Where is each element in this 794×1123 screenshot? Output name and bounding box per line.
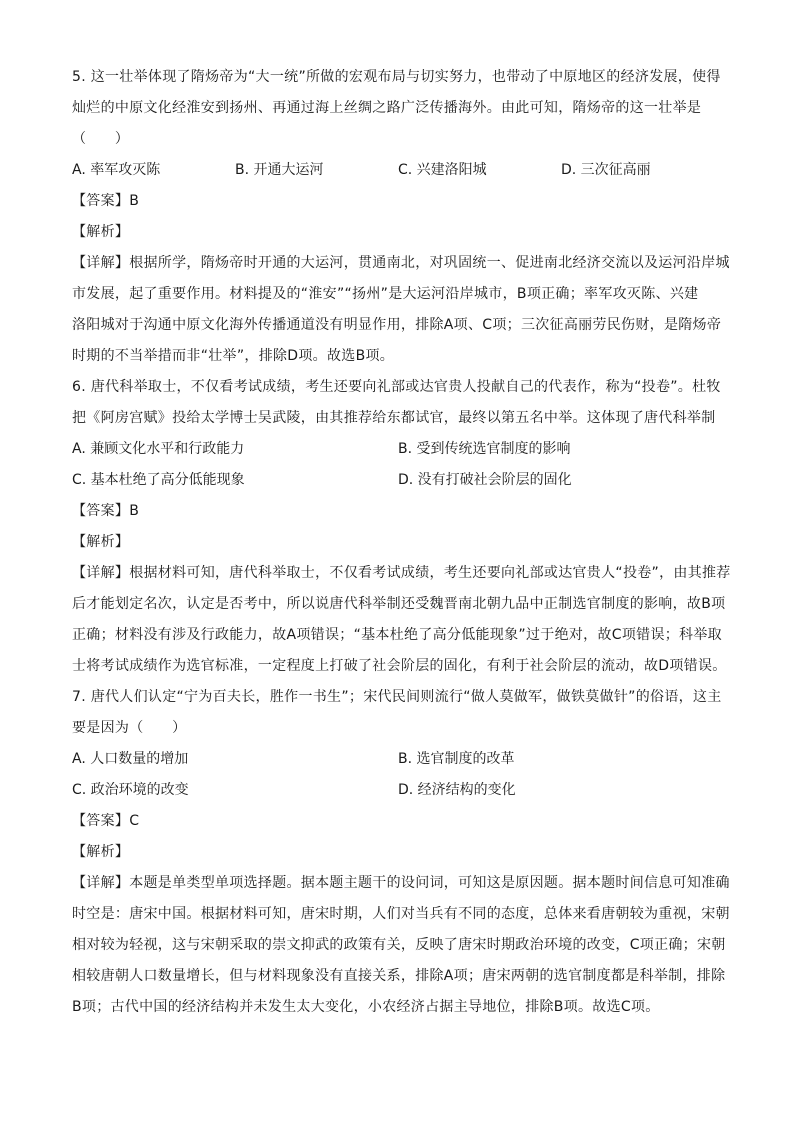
question-stem-line: 6. 唐代科举取士，不仅看考试成绩，考生还要向礼部或达官贵人投献自己的代表作，称为“投卷”。杜牧 — [72, 379, 721, 395]
question-stem-line: （ ） — [72, 131, 130, 147]
option-row — [72, 465, 724, 496]
detail-line: B项；古代中国的经济结构并未发生太大变化，小农经济占据主导地位，排除B项。故选C项。 — [72, 999, 660, 1015]
answer-label: 【答案】B — [72, 193, 140, 209]
option-a: A. 人口数量的增加 — [72, 751, 189, 767]
detail-line: 市发展，起了重要作用。材料提及的“淮安”“扬州”是大运河沿岸城市，B项正确；率军攻灭陈、兴建 — [72, 286, 699, 302]
option-d: D. 没有打破社会阶层的固化 — [398, 472, 572, 488]
option-c: C. 兴建洛阳城 — [398, 162, 487, 178]
answer-label: 【答案】C — [72, 813, 140, 829]
answer-label: 【答案】B — [72, 503, 140, 519]
option-row — [72, 155, 724, 186]
question-7 — [72, 682, 730, 1023]
detail-line: 时期的不当举措而非“壮举”，排除D项。故选B项。 — [72, 348, 395, 364]
analysis-label: 【解析】 — [72, 224, 130, 240]
detail-line: 后才能划定名次，认定是否考中，所以说唐代科举制还受魏晋南北朝九品中正制选官制度的影响，故B项 — [72, 596, 726, 612]
detail-line: 时空是：唐宋中国。根据材料可知，唐宋时期，人们对当兵有不同的态度，总体来看唐朝较为重视，宋朝 — [72, 906, 730, 922]
question-6 — [72, 372, 731, 682]
option-row — [72, 775, 724, 806]
detail-line: 士将考试成绩作为选官标准，一定程度上打破了社会阶层的固化，有利于社会阶层的流动，故D项错误。 — [72, 658, 727, 674]
option-a: A. 率军攻灭陈 — [72, 162, 161, 178]
document-page — [72, 62, 731, 1023]
question-stem-line: 5. 这一壮举体现了隋炀帝为“大一统”所做的宏观布局与切实努力，也带动了中原地区的经济发展，使得 — [72, 69, 721, 85]
detail-line: 相对较为轻视，这与宋朝采取的崇文抑武的政策有关，反映了唐宋时期政治环境的改变，C项正确；宋朝 — [72, 937, 726, 953]
detail-line: 【详解】根据材料可知，唐代科举取士，不仅看考试成绩，考生还要向礼部或达官贵人“投卷”，由其推荐 — [72, 565, 731, 581]
option-d: D. 经济结构的变化 — [398, 782, 516, 798]
option-b: B. 开通大运河 — [235, 162, 324, 178]
analysis-label: 【解析】 — [72, 844, 130, 860]
detail-line: 洛阳城对于沟通中原文化海外传播通道没有明显作用，排除A项、C项；三次征高丽劳民伤财，是隋炀帝 — [72, 317, 722, 333]
question-stem-line: 要是因为（ ） — [72, 720, 187, 736]
option-b: B. 受到传统选官制度的影响 — [398, 441, 571, 457]
detail-line: 正确；材料没有涉及行政能力，故A项错误；“基本杜绝了高分低能现象”过于绝对，故C项错误；科举取 — [72, 627, 722, 643]
detail-line: 相较唐朝人口数量增长，但与材料现象没有直接关系，排除A项；唐宋两朝的选官制度都是科举制，排除 — [72, 968, 726, 984]
option-row — [72, 744, 724, 775]
detail-line: 【详解】本题是单类型单项选择题。据本题主题干的设问词，可知这是原因题。据本题时间信息可知准确 — [72, 875, 730, 891]
question-5 — [72, 62, 730, 372]
question-stem-line: 7. 唐代人们认定“宁为百夫长，胜作一书生”；宋代民间则流行“做人莫做军，做铁莫做针”的俗语，这主 — [72, 689, 722, 705]
analysis-label: 【解析】 — [72, 534, 130, 550]
option-b: B. 选官制度的改革 — [398, 751, 515, 767]
option-a: A. 兼顾文化水平和行政能力 — [72, 441, 245, 457]
detail-line: 【详解】根据所学，隋炀帝时开通的大运河，贯通南北，对巩固统一、促进南北经济交流以及运河沿岸城 — [72, 255, 730, 271]
option-row — [72, 434, 724, 465]
question-stem-line: 把《阿房宫赋》投给太学博士吴武陵，由其推荐给东都试官，最终以第五名中举。这体现了唐代科举制 — [72, 410, 716, 426]
option-c: C. 基本杜绝了高分低能现象 — [72, 472, 245, 488]
question-stem-line: 灿烂的中原文化经淮安到扬州、再通过海上丝绸之路广泛传播海外。由此可知，隋炀帝的这一壮举是 — [72, 100, 702, 116]
option-c: C. 政治环境的改变 — [72, 782, 189, 798]
option-d: D. 三次征高丽 — [561, 162, 651, 178]
